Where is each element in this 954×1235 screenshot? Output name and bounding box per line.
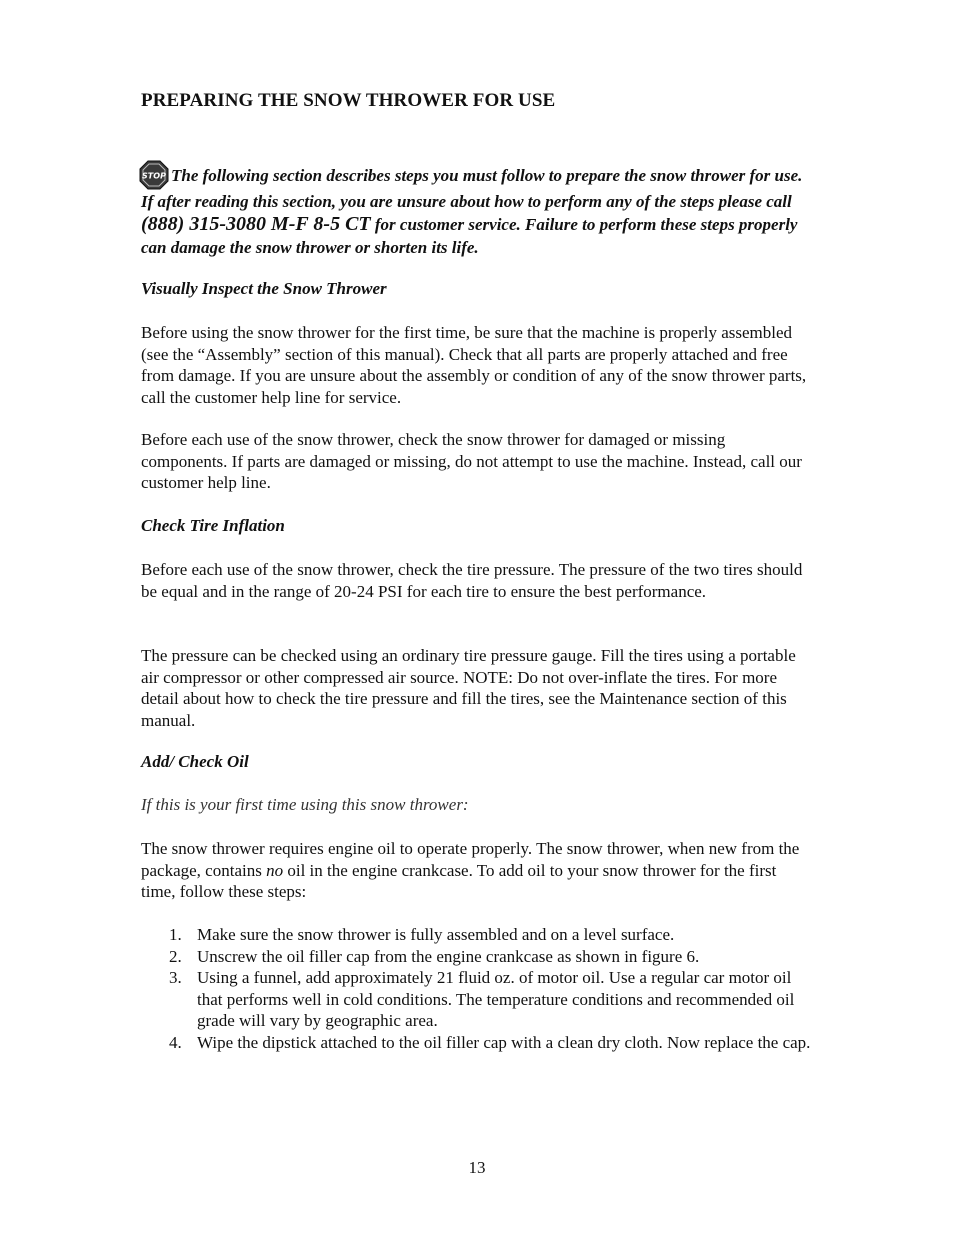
paragraph bbox=[141, 322, 813, 408]
subheading-oil: Add/ Check Oil bbox=[141, 752, 249, 771]
section-oil-heading bbox=[141, 752, 813, 772]
oil-paragraph bbox=[141, 838, 813, 903]
step-number: 4. bbox=[169, 1032, 182, 1052]
step-number: 2. bbox=[169, 946, 182, 966]
warning-notice bbox=[141, 160, 816, 259]
stop-sign-icon bbox=[139, 160, 169, 190]
paragraph bbox=[141, 429, 813, 494]
section-inspect-heading bbox=[141, 279, 813, 299]
step-text: Unscrew the oil filler cap from the engine crankcase as shown in figure 6. bbox=[197, 946, 700, 966]
inspect-paragraph-2: Before each use of the snow thrower, check the snow thrower for damaged or missing components. If parts are damaged or missing, do not attempt to use the machine. Instead, call our customer help line. bbox=[141, 430, 802, 492]
subheading-inspect: Visually Inspect the Snow Thrower bbox=[141, 279, 387, 298]
subheading-tires: Check Tire Inflation bbox=[141, 516, 285, 535]
section-tires-heading bbox=[141, 516, 813, 536]
paragraph bbox=[141, 838, 813, 903]
oil-paragraph-emphasis: no bbox=[266, 860, 284, 880]
list-item bbox=[141, 1032, 821, 1054]
warning-text-1: The following section describes steps you must follow to prepare the snow thrower for use. If after reading this section, you are unsure about how to perform any of the steps please call bbox=[141, 166, 803, 211]
oil-paragraph-text-1: The snow thrower requires engine oil to operate properly. The snow thrower, when new from the package, contains bbox=[141, 839, 800, 880]
oil-intro bbox=[141, 795, 813, 815]
oil-intro-text: If this is your first time using this snow thrower: bbox=[141, 795, 469, 814]
support-phone: (888) 315-3080 M-F 8-5 CT bbox=[141, 213, 371, 235]
step-text: Using a funnel, add approximately 21 fluid oz. of motor oil. Use a regular car motor oil that performs well in cold conditions. The temperature conditions and recommended oil grade will vary by geographic area. bbox=[197, 968, 795, 1030]
paragraph bbox=[141, 559, 813, 602]
tires-paragraph-2: The pressure can be checked using an ordinary tire pressure gauge. Fill the tires using a portable air compressor or other compressed air source. NOTE: Do not over-inflate the tires. For more detail about how to check the tire pressure and fill the tires, see the Maintenance section of this manual. bbox=[141, 646, 796, 730]
paragraph bbox=[141, 645, 813, 731]
inspect-paragraph-1: Before using the snow thrower for the first time, be sure that the machine is properly assembled (see the “Assembly” section of this manual). Check that all parts are properly attached and free from damage. If you are unsure about the assembly or condition of any of the snow thrower parts, call the customer help line for service. bbox=[141, 323, 807, 407]
warning-text-2: for customer service. Failure to perform these steps properly can damage the snow thrower or shorten its life. bbox=[141, 215, 798, 257]
page-number: 13 bbox=[468, 1158, 486, 1177]
list-item bbox=[141, 967, 821, 1032]
list-item bbox=[141, 924, 821, 946]
tires-paragraph-1: Before each use of the snow thrower, check the tire pressure. The pressure of the two tires should be equal and in the range of 20-24 PSI for each tire to ensure the best performance. bbox=[141, 560, 803, 601]
step-number: 3. bbox=[169, 968, 182, 987]
stop-sign-text: STOP bbox=[142, 171, 166, 181]
page-title: PREPARING THE SNOW THROWER FOR USE bbox=[141, 90, 556, 111]
step-text: Wipe the dipstick attached to the oil filler cap with a clean dry cloth. Now replace the cap. bbox=[197, 1032, 811, 1052]
oil-steps-list bbox=[141, 924, 821, 1053]
step-text: Make sure the snow thrower is fully assembled and on a level surface. bbox=[197, 925, 675, 944]
step-number: 1. bbox=[169, 925, 182, 944]
oil-paragraph-text-2: oil in the engine crankcase. To add oil to your snow thrower for the first time, follow these steps: bbox=[141, 860, 777, 901]
list-item bbox=[141, 946, 821, 968]
